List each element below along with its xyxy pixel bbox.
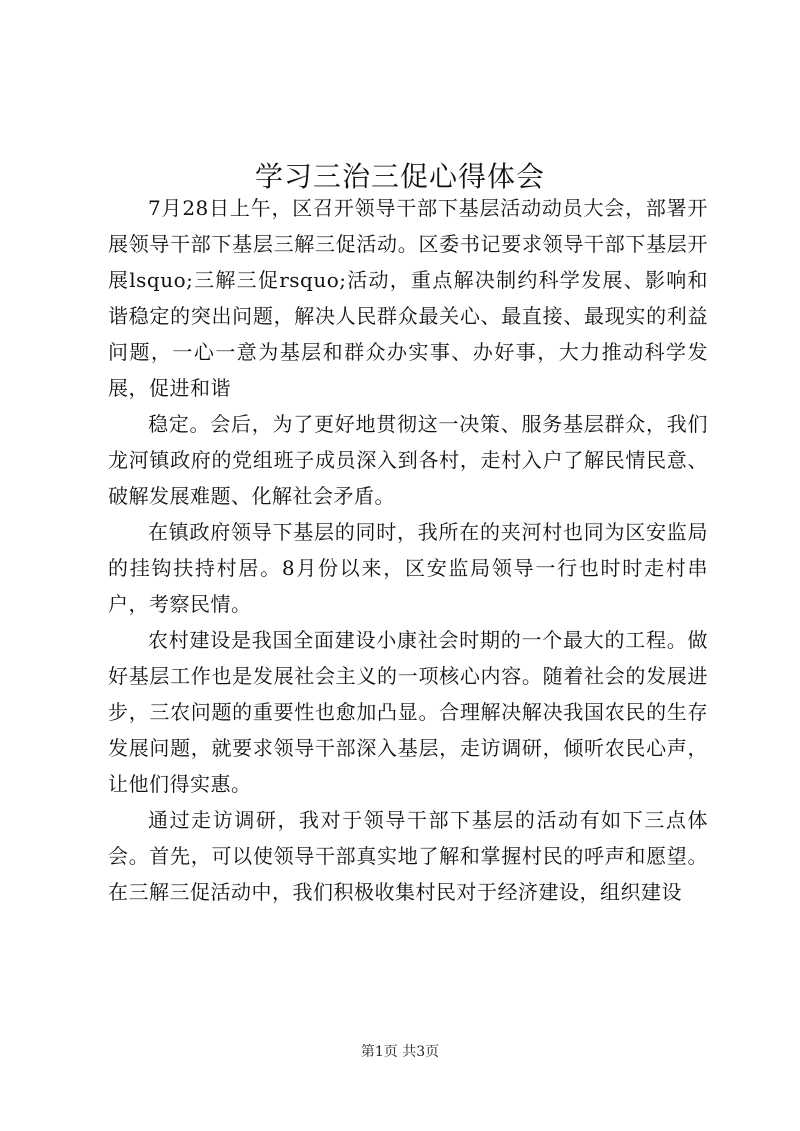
paragraph: 农村建设是我国全面建设小康社会时期的一个最大的工程。做好基层工作也是发展社会主义的一项核心内容。随着社会的发展进步，三农问题的重要性也愈加凸显。合理解决解决我国农民的生存发展问题，就要求领导干部深入基层，走访调研，倾听农民心声，让他们得实惠。 xyxy=(108,628,708,796)
document-title: 学习三治三促心得体会 xyxy=(254,159,545,193)
page-number-footer: 第1页 共3页 xyxy=(360,1044,440,1060)
paragraph: 7月28日上午，区召开领导干部下基层活动动员大会，部署开展领导干部下基层三解三促活动。区委书记要求领导干部下基层开展lsquo;三解三促rsquo;活动，重点解决制约科学发展、影响和谐稳定的突出问题，解决人民群众最关心、最直接、最现实的利益问题，一心一意为基层和群众办实事、办好事，大力推动科学发展，促进和谐 xyxy=(108,196,708,400)
paragraph: 通过走访调研，我对于领导干部下基层的活动有如下三点体会。首先，可以使领导干部真实地了解和掌握村民的呼声和愿望。在三解三促活动中，我们积极收集村民对于经济建设，组织建设 xyxy=(108,808,708,904)
document-body xyxy=(108,190,708,910)
paragraph: 稳定。会后，为了更好地贯彻这一决策、服务基层群众，我们龙河镇政府的党组班子成员深入到各村，走村入户了解民情民意、破解发展难题、化解社会矛盾。 xyxy=(108,412,708,508)
paragraph: 在镇政府领导下基层的同时，我所在的夹河村也同为区安监局的挂钩扶持村居。8月份以来，区安监局领导一行也时时走村串户，考察民情。 xyxy=(108,520,708,616)
